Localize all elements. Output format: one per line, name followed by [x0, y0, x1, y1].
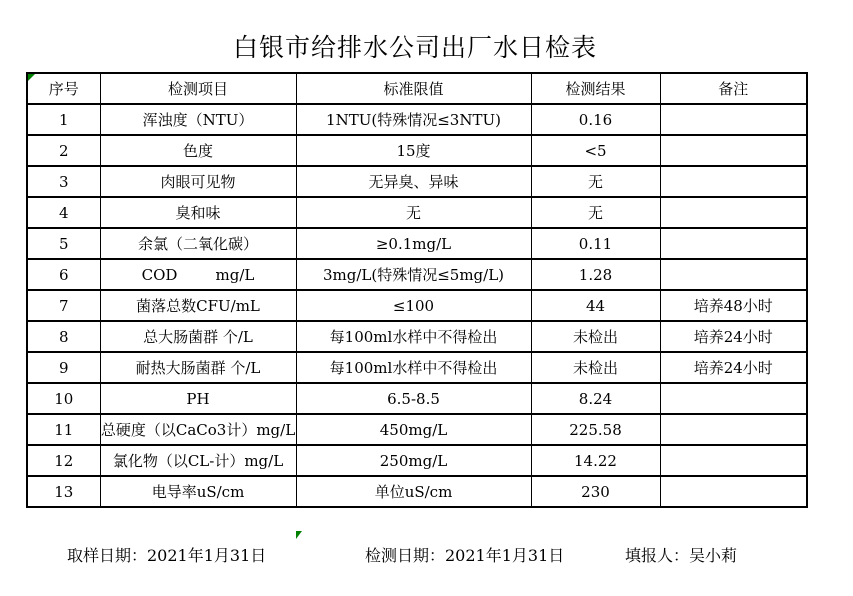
cell-seq: 12: [27, 445, 100, 476]
cell-result: 无: [531, 197, 660, 228]
cell-limit: 450mg/L: [296, 414, 531, 445]
cell-item: PH: [100, 383, 296, 414]
table-row: [27, 104, 807, 135]
cell-item: COD mg/L: [100, 259, 296, 290]
table-row: [27, 166, 807, 197]
cell-remark: [660, 228, 807, 259]
cell-limit: ≥0.1mg/L: [296, 228, 531, 259]
daily-check-table: [26, 72, 808, 508]
reporter-label: 填报人：吴小莉: [625, 546, 738, 565]
cell-limit: 3mg/L(特殊情况≤5mg/L): [296, 259, 531, 290]
cell-result: 230: [531, 476, 660, 507]
table-row: [27, 228, 807, 259]
cell-item: 耐热大肠菌群 个/L: [100, 352, 296, 383]
cell-item: 肉眼可见物: [100, 166, 296, 197]
cell-remark: 培养48小时: [660, 290, 807, 321]
table-row: [27, 290, 807, 321]
cell-remark: [660, 383, 807, 414]
cell-limit: ≤100: [296, 290, 531, 321]
cell-seq: 2: [27, 135, 100, 166]
header-cell: 检测项目: [100, 73, 296, 104]
table-body: [27, 104, 807, 507]
cell-item: 菌落总数CFU/mL: [100, 290, 296, 321]
cell-remark: 培养24小时: [660, 321, 807, 352]
green-corner-marker-icon: [28, 74, 35, 81]
cell-limit: 每100ml水样中不得检出: [296, 352, 531, 383]
cell-item: 电导率uS/cm: [100, 476, 296, 507]
cell-item: 氯化物（以CL-计）mg/L: [100, 445, 296, 476]
cell-item: 臭和味: [100, 197, 296, 228]
cell-remark: [660, 135, 807, 166]
cell-seq: 1: [27, 104, 100, 135]
cell-seq: 11: [27, 414, 100, 445]
green-bottom-marker-icon: [296, 531, 302, 539]
cell-limit: 250mg/L: [296, 445, 531, 476]
cell-remark: [660, 259, 807, 290]
cell-result: 无: [531, 166, 660, 197]
cell-remark: [660, 166, 807, 197]
table-row: [27, 321, 807, 352]
cell-seq: 10: [27, 383, 100, 414]
cell-limit: 15度: [296, 135, 531, 166]
testing-date-label: 检测日期：2021年1月31日: [365, 546, 565, 565]
cell-limit: 无: [296, 197, 531, 228]
cell-result: 8.24: [531, 383, 660, 414]
sampling-date-label: 取样日期：2021年1月31日: [67, 546, 267, 565]
cell-seq: 6: [27, 259, 100, 290]
cell-result: 1.28: [531, 259, 660, 290]
cell-seq: 3: [27, 166, 100, 197]
cell-limit: 6.5-8.5: [296, 383, 531, 414]
cell-result: <5: [531, 135, 660, 166]
cell-seq: 5: [27, 228, 100, 259]
cell-item: 余氯（二氧化碳）: [100, 228, 296, 259]
table-row: [27, 414, 807, 445]
cell-result: 未检出: [531, 352, 660, 383]
cell-result: 0.16: [531, 104, 660, 135]
table-row: [27, 259, 807, 290]
table-row: [27, 135, 807, 166]
cell-result: 44: [531, 290, 660, 321]
table-row: [27, 197, 807, 228]
cell-remark: 培养24小时: [660, 352, 807, 383]
table-row: [27, 445, 807, 476]
cell-result: 0.11: [531, 228, 660, 259]
cell-seq: 8: [27, 321, 100, 352]
cell-result: 225.58: [531, 414, 660, 445]
cell-result: 未检出: [531, 321, 660, 352]
cell-remark: [660, 104, 807, 135]
cell-limit: 单位uS/cm: [296, 476, 531, 507]
header-cell: 序号: [27, 73, 100, 104]
table-row: [27, 352, 807, 383]
cell-item: 色度: [100, 135, 296, 166]
cell-remark: [660, 476, 807, 507]
cell-limit: 无异臭、异味: [296, 166, 531, 197]
cell-item: 总大肠菌群 个/L: [100, 321, 296, 352]
cell-seq: 4: [27, 197, 100, 228]
header-cell: 标准限值: [296, 73, 531, 104]
cell-limit: 1NTU(特殊情况≤3NTU): [296, 104, 531, 135]
cell-seq: 9: [27, 352, 100, 383]
cell-remark: [660, 414, 807, 445]
header-cell: 检测结果: [531, 73, 660, 104]
cell-item: 总硬度（以CaCo3计）mg/L: [100, 414, 296, 445]
table-row: [27, 476, 807, 507]
cell-seq: 7: [27, 290, 100, 321]
cell-seq: 13: [27, 476, 100, 507]
cell-remark: [660, 445, 807, 476]
cell-result: 14.22: [531, 445, 660, 476]
cell-remark: [660, 197, 807, 228]
cell-limit: 每100ml水样中不得检出: [296, 321, 531, 352]
table-header-row: [27, 73, 807, 104]
table-row: [27, 383, 807, 414]
page-title: 白银市给排水公司出厂水日检表: [232, 33, 597, 62]
header-cell: 备注: [660, 73, 807, 104]
cell-item: 浑浊度（NTU）: [100, 104, 296, 135]
